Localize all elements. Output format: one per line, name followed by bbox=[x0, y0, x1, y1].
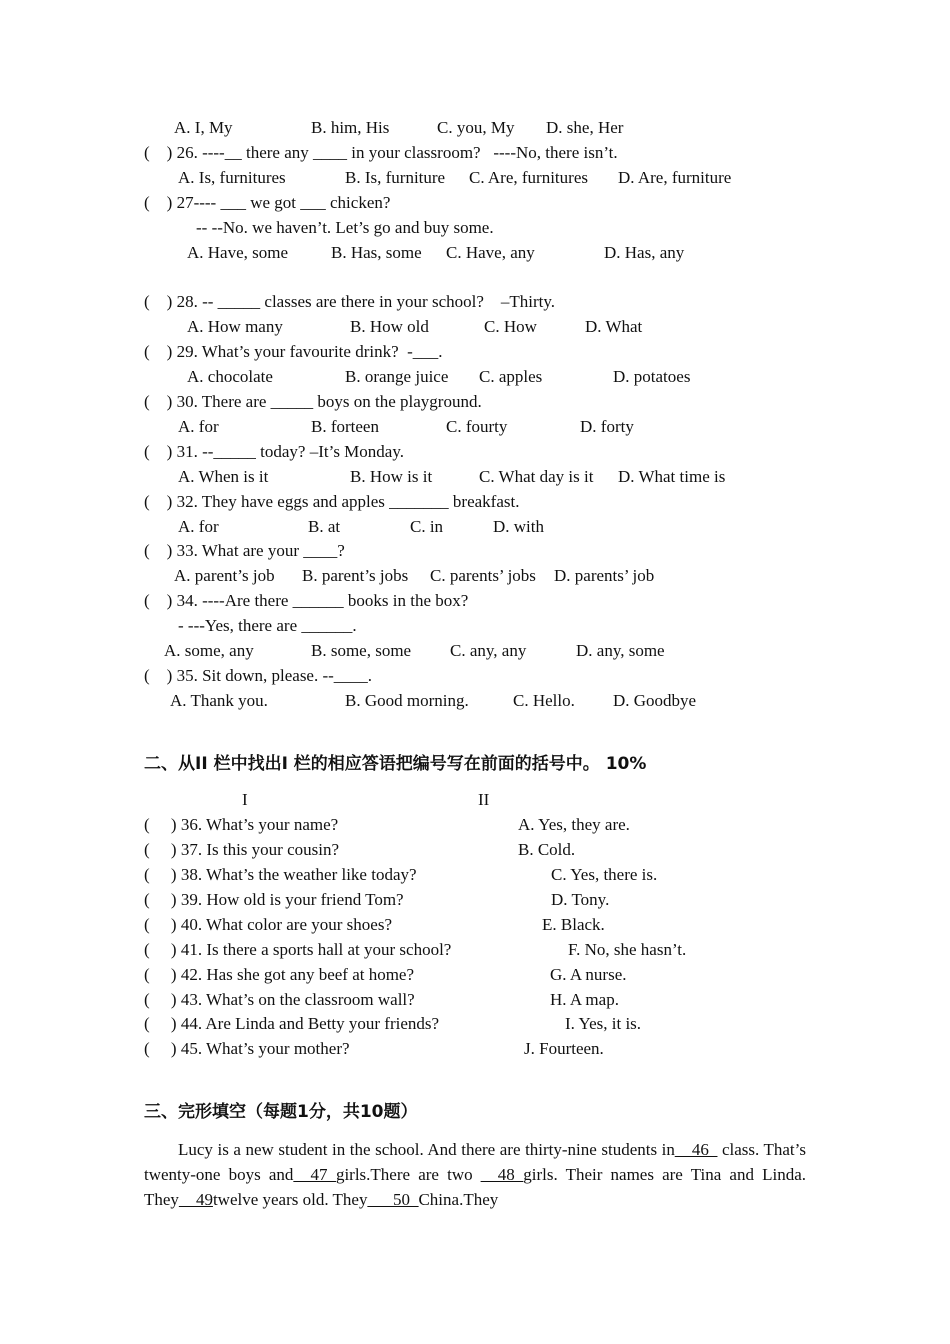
q29-option-c: C. apples bbox=[479, 367, 543, 386]
q34-option-b: B. some, some bbox=[311, 641, 412, 660]
q31-option-c: C. What day is it bbox=[479, 467, 594, 486]
blank-49: __49 bbox=[178, 1190, 213, 1209]
q29-option-b: B. orange juice bbox=[345, 367, 449, 386]
q29-stem: ( ) 29. What’s your favourite drink? -___. bbox=[144, 342, 443, 361]
q25-option-b: B. him, His bbox=[311, 118, 390, 137]
q34-reply: - ---Yes, there are ______. bbox=[178, 616, 357, 635]
q27-option-a: A. Have, some bbox=[187, 243, 289, 262]
blank-46: __46_ bbox=[674, 1140, 718, 1159]
passage-text: class. That’s twenty-one boys and bbox=[144, 1140, 806, 1184]
q32-stem: ( ) 32. They have eggs and apples _______ breakfast. bbox=[144, 492, 520, 511]
q31-option-a: A. When is it bbox=[178, 467, 269, 486]
q26-option-d: D. Are, furniture bbox=[618, 168, 732, 187]
q30-option-a: A. for bbox=[178, 417, 219, 436]
column-ii-header: II bbox=[478, 790, 490, 809]
match-answer: H. A map. bbox=[550, 990, 619, 1009]
q33-stem: ( ) 33. What are your ____? bbox=[144, 541, 345, 560]
match-question: ( ) 38. What’s the weather like today? bbox=[144, 865, 417, 884]
q27-option-c: C. Have, any bbox=[446, 243, 535, 262]
match-answer: A. Yes, they are. bbox=[518, 815, 630, 834]
q33-option-a: A. parent’s job bbox=[174, 566, 275, 585]
q31-option-b: B. How is it bbox=[350, 467, 433, 486]
match-question: ( ) 41. Is there a sports hall at your school? bbox=[144, 940, 452, 959]
q34-option-c: C. any, any bbox=[450, 641, 527, 660]
q30-option-d: D. forty bbox=[580, 417, 634, 436]
q32-option-b: B. at bbox=[308, 517, 341, 536]
match-question: ( ) 40. What color are your shoes? bbox=[144, 915, 392, 934]
match-question: ( ) 44. Are Linda and Betty your friends? bbox=[144, 1014, 440, 1033]
match-answer: E. Black. bbox=[542, 915, 605, 934]
q26-option-a: A. Is, furnitures bbox=[178, 168, 286, 187]
q29-option-d: D. potatoes bbox=[613, 367, 691, 386]
match-answer: G. A nurse. bbox=[550, 965, 627, 984]
cloze-passage bbox=[144, 1137, 806, 1212]
match-question: ( ) 42. Has she got any beef at home? bbox=[144, 965, 415, 984]
q35-stem: ( ) 35. Sit down, please. --____. bbox=[144, 666, 373, 685]
q27-reply: -- --No. we haven’t. Let’s go and buy some. bbox=[196, 218, 494, 237]
q30-stem: ( ) 30. There are _____ boys on the playground. bbox=[144, 392, 482, 411]
q28-stem: ( ) 28. -- _____ classes are there in your school? –Thirty. bbox=[144, 292, 556, 311]
section3-title: 三、完形填空（每题1分，共10题） bbox=[144, 1102, 418, 1122]
passage-text: girls. Their names are Tina and Linda. They bbox=[144, 1165, 806, 1209]
q26-stem: ( ) 26. ----__ there any ____ in your classroom? ----No, there isn’t. bbox=[144, 143, 618, 162]
blank-47: __47_ bbox=[293, 1165, 336, 1184]
q28-option-a: A. How many bbox=[187, 317, 283, 336]
passage-text: twelve years old. They bbox=[212, 1190, 368, 1209]
q28-option-c: C. How bbox=[484, 317, 537, 336]
q27-stem: ( ) 27---- ___ we got ___ chicken? bbox=[144, 193, 391, 212]
q28-option-d: D. What bbox=[585, 317, 643, 336]
q25-option-a: A. I, My bbox=[174, 118, 233, 137]
q30-option-c: C. fourty bbox=[446, 417, 508, 436]
q31-stem: ( ) 31. --_____ today? –It’s Monday. bbox=[144, 442, 404, 461]
match-answer: J. Fourteen. bbox=[524, 1039, 604, 1058]
q34-option-d: D. any, some bbox=[576, 641, 665, 660]
blank-48: __48_ bbox=[480, 1165, 524, 1184]
q27-option-b: B. Has, some bbox=[331, 243, 422, 262]
q26-option-b: B. Is, furniture bbox=[345, 168, 446, 187]
q28-option-b: B. How old bbox=[350, 317, 429, 336]
q32-option-a: A. for bbox=[178, 517, 219, 536]
q35-option-c: C. Hello. bbox=[513, 691, 575, 710]
passage-text: China.They bbox=[418, 1190, 499, 1209]
q25-option-d: D. she, Her bbox=[546, 118, 624, 137]
q35-option-a: A. Thank you. bbox=[170, 691, 268, 710]
match-question: ( ) 36. What’s your name? bbox=[144, 815, 339, 834]
q34-stem: ( ) 34. ----Are there ______ books in the box? bbox=[144, 591, 469, 610]
passage-text: Lucy is a new student in the school. And there are thirty-nine students in bbox=[178, 1140, 675, 1159]
q35-option-d: D. Goodbye bbox=[613, 691, 697, 710]
q35-option-b: B. Good morning. bbox=[345, 691, 469, 710]
q26-option-c: C. Are, furnitures bbox=[469, 168, 588, 187]
match-answer: F. No, she hasn’t. bbox=[568, 940, 687, 959]
q27-option-d: D. Has, any bbox=[604, 243, 685, 262]
q31-option-d: D. What time is bbox=[618, 467, 726, 486]
match-answer: B. Cold. bbox=[518, 840, 576, 859]
q32-option-d: D. with bbox=[493, 517, 544, 536]
q29-option-a: A. chocolate bbox=[187, 367, 273, 386]
match-answer: C. Yes, there is. bbox=[551, 865, 658, 884]
column-i-header: I bbox=[242, 790, 248, 809]
q33-option-d: D. parents’ job bbox=[554, 566, 655, 585]
q32-option-c: C. in bbox=[410, 517, 444, 536]
match-question: ( ) 45. What’s your mother? bbox=[144, 1039, 350, 1058]
match-answer: D. Tony. bbox=[551, 890, 610, 909]
match-question: ( ) 37. Is this your cousin? bbox=[144, 840, 340, 859]
q33-option-c: C. parents’ jobs bbox=[430, 566, 536, 585]
section2-title: 二、从II 栏中找出I 栏的相应答语把编号写在前面的括号中。 10% bbox=[144, 754, 647, 774]
match-question: ( ) 43. What’s on the classroom wall? bbox=[144, 990, 415, 1009]
passage-text: girls.There are two bbox=[335, 1165, 481, 1184]
q34-option-a: A. some, any bbox=[164, 641, 254, 660]
match-question: ( ) 39. How old is your friend Tom? bbox=[144, 890, 404, 909]
q25-option-c: C. you, My bbox=[437, 118, 515, 137]
q33-option-b: B. parent’s jobs bbox=[302, 566, 409, 585]
match-answer: I. Yes, it is. bbox=[565, 1014, 642, 1033]
q30-option-b: B. forteen bbox=[311, 417, 379, 436]
blank-50: ___50_ bbox=[367, 1190, 419, 1209]
